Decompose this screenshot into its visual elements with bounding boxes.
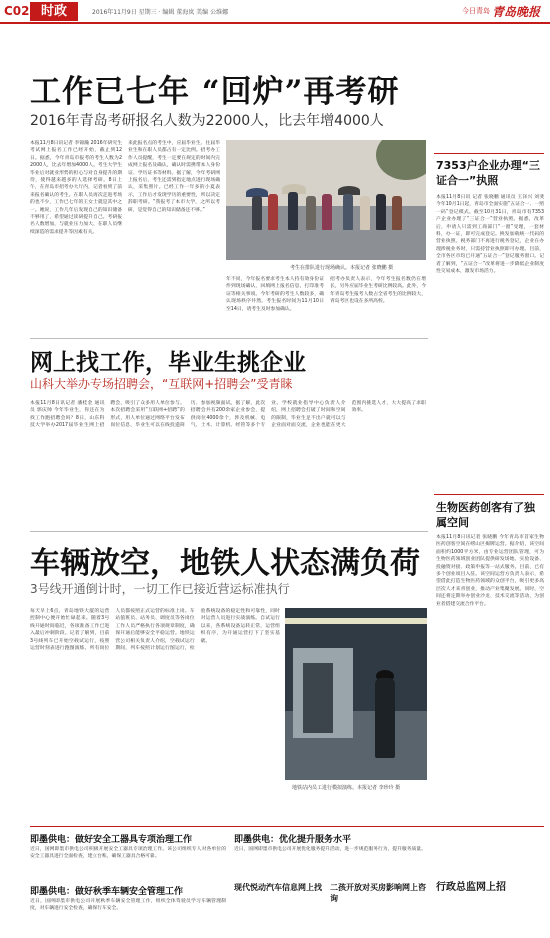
briefs-rule (30, 826, 544, 827)
brief3-body: 近日，国网即墨市供电公司开展优化服务提升活动，进一步规范服务行为，提升服务质量。 (234, 847, 426, 852)
article2-subtitle: 山科大举办专场招聘会，“互联网+招聘会”受青睐 (30, 377, 293, 391)
side-top-rule (434, 153, 544, 154)
brief1-body: 近日，国网即墨市供电公司积极开展安全工器具专项治理工作。该公司组织专人对各单位的安全工器具进行全面检查，建立台账，确保工器具合格可靠。 (30, 847, 226, 860)
article3-photo (285, 608, 427, 780)
issue-meta: 2016年11月9日 星期三 · 编辑 董海岚 美编 公维娜 (92, 9, 229, 16)
lead-column-2: 来此报名点的考生中，应届毕业生、往届毕业生和在职人员都占有一定比例。招考办工作人员提醒，考生一定要在规定的时间内完成网上报名及确认，确认时需携带本人身份证、学历证书等材料。据了解，今年考研网上报名后，考生还需到指定地点进行现场确认，采集照片。已经工作一年多的小夏表示，工作后才发现学历的重要性，所以决定辞职考研。“我报考了本市大学，之所以考研，是觉得自己的知识储备还不够。” (128, 141, 220, 213)
lead-column-4: 招考办负责人表示，今年考生报名数仍在增长，另外应届毕业生考研比例较高。此外，今年青岛考生报考人数占全省考生的比例较大，青岛考区也设在多所高校。 (330, 277, 426, 305)
brief2-title: 即墨供电：做好秋季车辆安全管理工作 (30, 887, 184, 897)
brief1-title: 即墨供电：做好安全工器具专项治理工作 (30, 835, 193, 845)
lead-subtitle: 2016年青岛考研报名人数为22000人，比去年增4000人 (30, 113, 384, 129)
lead-photo-caption: 考生在排队进行现场确认。本报记者 张晓鹏 摄 (290, 265, 394, 271)
article3-photo-caption: 地铁站内员工进行模拟演练。本报记者 李珍玲 摄 (292, 785, 401, 791)
newspaper-logo: 青岛晚报 (492, 5, 541, 19)
lead-column-3: 年不同，今年报名要求考生本人持有效身份证件到现场确认，回填网上报名信息，打印准考证等相关事项。今年考研的考生人数较多，确认现场秩序井然。考生报名时间为11月10日至14日，请考生及时参加确认。 (226, 277, 324, 312)
lead-column-1: 本报11月8日讯记者 李锦瀚 2016年研究生考试网上报名工作已经开始，截止到12日。据悉，今年青岛市报考的考生人数为22000人，比去年增加4000人。考生大学生毕业后对就业形势的担心与对自身提升的期待，使得越来越多的人选择考研。8日上午，在青岛市招考办大厅内，记者看到了前来报名确认的考生。在职人员再次走进考场的也不少，工作已七年的王女士就是其中之一。她说，工作几年后发现自己的知识储备不够用了，希望通过读研提升自己。考研报名人数增加，与就业压力加大、在职人员继续深造的需求提升等因素有关。 (30, 141, 122, 235)
article3-subtitle: 3号线开通倒计时，一切工作已接近营运标准执行 (30, 582, 290, 596)
side-top-headline: 7353户企业办理“三证合一”执照 (436, 159, 540, 187)
article3-body: 每天早上6点，青岛地铁大厦的运营控制中心便开始忙碌起来。随着3号线开通时间临近，各项准备工作已进入最后冲刺阶段。记者了解到，目前3号线列车已开始空载试运行，按照运营时刻表进行跑图演练，所有岗位人员都按照正式运营的标准上岗。车站值班员、站务员、调度员等各岗位工作人员严格执行各项规章制度，确保开通后能够安全平稳运营。地铁运营公司相关负责人介绍，空载试运行期间，列车按照计划运行图运行，检验系统设备的稳定性和可靠性，同时对运营人员进行实战演练。自试运行以来，各系统设备运转正常，运营组织有序，为开通运营打下了坚实基础。 (30, 609, 280, 652)
side-mid-rule (434, 494, 544, 495)
brief4-title: 现代悦动汽车信息网上找 (234, 883, 322, 892)
brief3-title: 即墨供电：优化提升服务水平 (234, 835, 352, 845)
section-divider-2 (30, 531, 428, 532)
article3-headline: 车辆放空，地铁人状态满负荷 (30, 546, 420, 581)
lead-headline: 工作已七年 “回炉”再考研 (30, 74, 400, 110)
brief5-title: 二孩开放对买房影响网上咨询 (330, 883, 426, 903)
article2-body: 本报11月8日讯记者 潘桂金 通讯员 郭庆帅 今年毕业生，你还在为找工作跑招聘会吗？8日，山东科技大学举办2017届毕业生网上招聘会，吸引了众多用人单位参与。本次招聘会采用“互联网+招聘”的形式，用人单位通过网络平台发布岗位信息，毕业生可以在线投递简历、参加视频面试。据了解，此次招聘会共有200余家企业参会，提供岗位4000余个，涉及机械、电气、土木、计算机、经管等多个专业。学校就业指导中心负责人介绍，网上招聘会打破了时间和空间的限制，毕业生足不出户就可以与企业面对面交流，企业也能在更大范围内挑选人才，大大提高了求职效率。 (30, 401, 426, 429)
side-mid-body: 本报11月8日讯记者 张晓鹏 今年青岛市首家生物医药创客空间在崂山区揭牌运营。据介绍，该空间面积约1000平方米，由专业运营团队管理，可为生物医药领域创业团队提供研发场地、实验设备、投融资对接、政策申报等一站式服务。目前，已有多个创业项目入驻。该空间运营方负责人表示，希望借此打造生物医药领域的众创平台，吸引更多高层次人才来青创业，推动产业集聚发展。同时，空间还将定期举办创业沙龙、技术交流等活动，为创业者搭建交流合作平台。 (436, 535, 544, 607)
section-label: 时政 (30, 2, 78, 21)
article2-headline: 网上找工作，毕业生挑企业 (30, 349, 306, 376)
lead-photo (226, 140, 426, 260)
side-top-body: 本报11月8日讯 记者 张晓鹏 通讯员 王泽兴 刘斐 今年10月1日起，青岛市全面实施“五证合一、一照一码”登记模式。截至10月31日，青岛市有7353户企业办理了“三证合一”营业执照。据悉，改革后，申请人只需到工商部门“一窗”受理，一套材料，办一证，即可完成登记。换发加载统一代码的营业执照。税务部门不再进行税务登记，企业在办理涉税业务时，只需持营业执照即可办理。目前，全市各区市均已开通“五证合一”登记服务窗口。记者了解到，“五证合一”改革将进一步降低企业制度性交易成本，激发市场活力。 (436, 195, 544, 275)
page-header (0, 0, 550, 24)
brief2-body: 近日，国网即墨市供电公司开展秋季车辆安全管理工作，组织全体驾驶员学习车辆管理制度，对车辆进行安全检查，确保行车安全。 (30, 899, 226, 912)
page-number: C02 (4, 4, 30, 18)
side-mid-headline: 生物医药创客有了独属空间 (436, 501, 535, 529)
brief6-title: 行政总监网上招 (436, 882, 506, 893)
section-tag: 今日青岛 (462, 7, 490, 15)
section-divider-1 (30, 338, 428, 339)
